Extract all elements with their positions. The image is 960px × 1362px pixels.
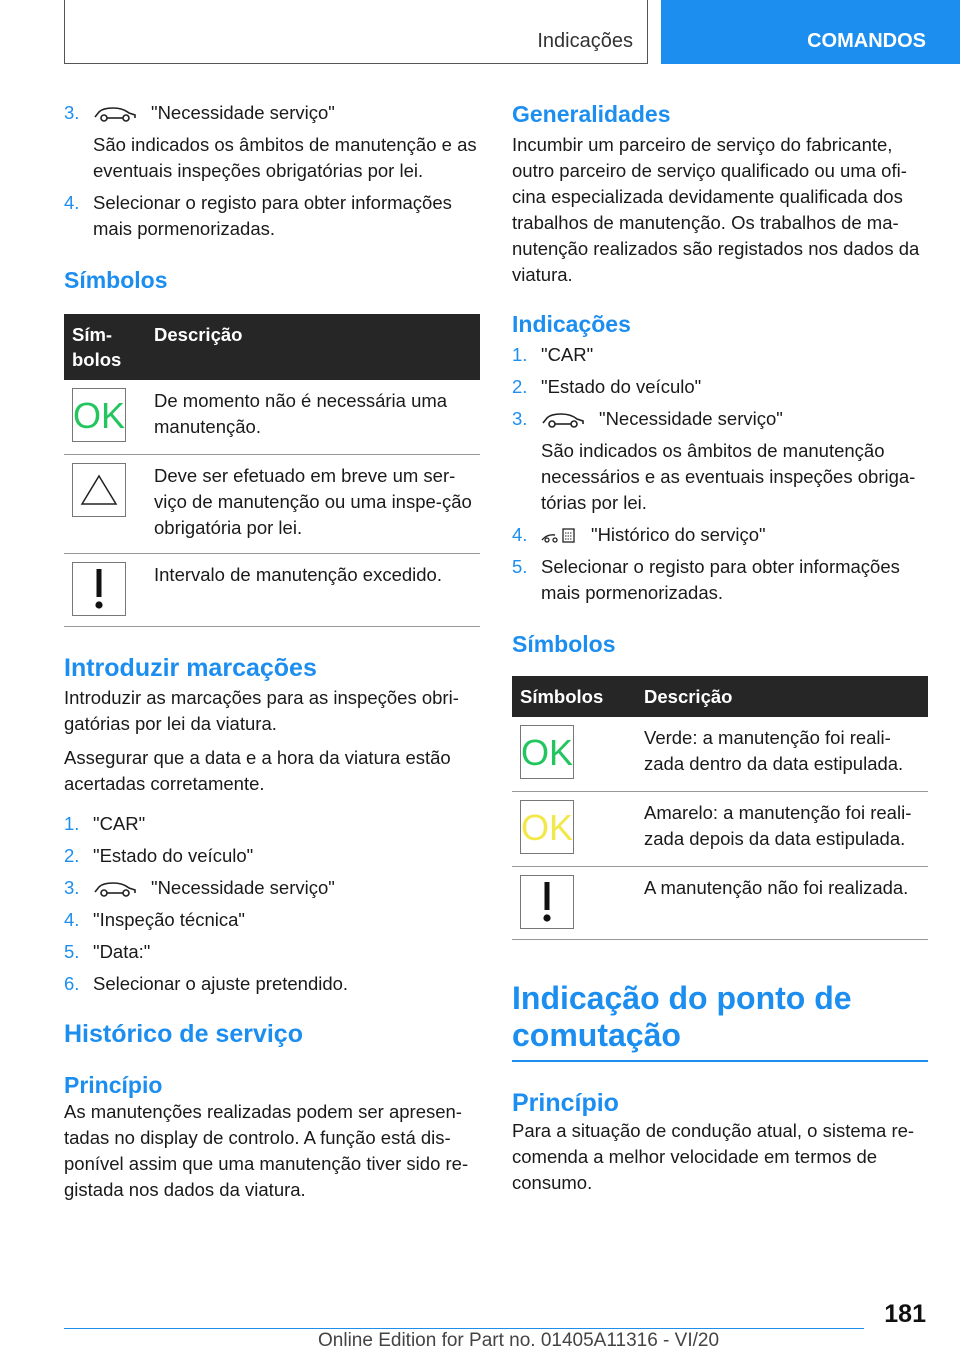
svg-text:OK: OK [521,732,573,772]
table-cell-description: Deve ser efetuado em breve um ser-viço de manutenção ou uma inspe-ção obrigatória por lei. [146,455,480,554]
list-text: "Necessidade serviço" [151,877,335,898]
intro-paragraph-2: Assegurar que a data e a hora da viatura estão acertadas corretamente. [64,747,451,794]
list-number: 1. [512,344,528,365]
list-text: "Histórico do serviço" [591,524,766,545]
ok-icon [72,388,126,442]
footer-edition: Online Edition for Part no. 01405A11316 - VI/20 [318,1330,720,1351]
list-text: Selecionar o ajuste pretendido. [93,973,349,994]
indications-heading: Indicações [512,311,631,337]
list-item [512,406,928,516]
list-item [64,100,480,184]
exclamation-icon [520,875,574,929]
page-number: 181 [884,1300,926,1328]
list-item [64,190,480,242]
list-item [512,522,928,548]
list-text: "CAR" [541,344,594,365]
intro-heading: Introduzir marcações [64,654,317,682]
table-row [512,792,928,867]
svg-text:OK: OK [521,807,573,847]
car-service-icon [93,106,137,122]
list-text-continued: São indicados os âmbitos de manutenção e as eventuais inspeções obrigatórias por lei. [93,134,477,181]
table-cell-description: Intervalo de manutenção excedido. [146,554,480,627]
heading-rule [512,1060,928,1062]
svg-text:OK: OK [73,395,125,435]
exclamation-icon [72,562,126,616]
list-text: Selecionar o registo para obter informações mais pormenorizadas. [541,556,900,603]
principle-heading: Princípio [64,1072,163,1098]
list-number: 5. [512,556,528,577]
service-history-icon [541,526,577,544]
car-service-icon [93,881,137,897]
list-text: "Inspeção técnica" [93,909,245,930]
list-text: "Data:" [93,941,151,962]
table-cell-description: Amarelo: a manutenção foi reali-zada depois da data estipulada. [636,792,928,867]
general-paragraph: Incumbir um parceiro de serviço do fabricante, outro parceiro de serviço qualificado ou uma ofi-cina especializada devidamente qualificada dos trabalhos de manutenção. Os trabalhos de ma-nutenção realizados são registados nos dados da viatura. [512,134,920,285]
list-number: 3. [64,877,80,898]
list-text: "Estado do veículo" [93,845,254,866]
list-item [64,907,480,933]
list-number: 6. [64,973,80,994]
principle-paragraph: Para a situação de condução atual, o sistema re-comenda a melhor velocidade em termos de consumo. [512,1120,915,1193]
table-row [512,867,928,940]
symbols-heading: Símbolos [512,631,616,657]
car-service-icon [541,412,585,428]
list-text: Selecionar o registo para obter informações mais pormenorizadas. [93,192,452,239]
ok-green-icon [520,725,574,779]
list-number: 4. [64,909,80,930]
general-heading: Generalidades [512,101,671,127]
list-item [512,342,928,368]
header-tab-label: COMANDOS [807,30,926,52]
symbols-table [512,676,928,940]
symbols-heading: Símbolos [64,267,168,293]
list-text: "Necessidade serviço" [151,102,335,123]
list-text: "Estado do veículo" [541,376,702,397]
list-item [512,374,928,400]
list-item [512,554,928,606]
list-text: "CAR" [93,813,146,834]
list-number: 3. [64,102,80,123]
list-number: 4. [512,524,528,545]
right-column [512,100,928,1204]
table-header-description: Descrição [146,314,480,380]
intro-paragraph-1: Introduzir as marcações para as inspeções obri-gatórias por lei da viatura. [64,687,459,734]
history-heading: Histórico de serviço [64,1020,303,1048]
symbols-table [64,314,480,627]
header-box [64,0,648,64]
shift-indicator-heading: Indicação do ponto de comutação [512,980,852,1053]
table-row [512,717,928,792]
table-cell-description: A manutenção não foi realizada. [636,867,928,940]
list-item [64,971,480,997]
list-number: 2. [512,376,528,397]
list-item [64,811,480,837]
list-text-continued: São indicados os âmbitos de manutenção necessários e as eventuais inspeções obriga-tórias por lei. [541,440,916,513]
list-number: 5. [64,941,80,962]
table-row [64,455,480,554]
list-item [64,939,480,965]
header-tab-comandos[interactable] [661,0,960,64]
list-item [64,843,480,869]
list-text: "Necessidade serviço" [599,408,783,429]
list-number: 3. [512,408,528,429]
left-column [64,100,480,1211]
list-number: 4. [64,192,80,213]
table-row [64,554,480,627]
principle-heading: Princípio [512,1089,619,1117]
ok-yellow-icon [520,800,574,854]
list-number: 1. [64,813,80,834]
footer-rule [64,1328,864,1329]
table-row [64,380,480,455]
table-cell-description: De momento não é necessária uma manutenção. [146,380,480,455]
list-item [64,875,480,901]
principle-paragraph: As manutenções realizadas podem ser apresen-tadas no display de controlo. A função está dis-ponível assim que uma manutenção tiver sido re-gistada nos dados da viatura. [64,1101,469,1200]
table-cell-description: Verde: a manutenção foi reali-zada dentro da data estipulada. [636,717,928,792]
header-section-title: Indicações [537,30,633,52]
table-header-symbols: Sím-bolos [64,314,146,380]
list-number: 2. [64,845,80,866]
warning-triangle-icon [72,463,126,517]
table-header-symbols: Símbolos [512,676,636,717]
table-header-description: Descrição [636,676,928,717]
